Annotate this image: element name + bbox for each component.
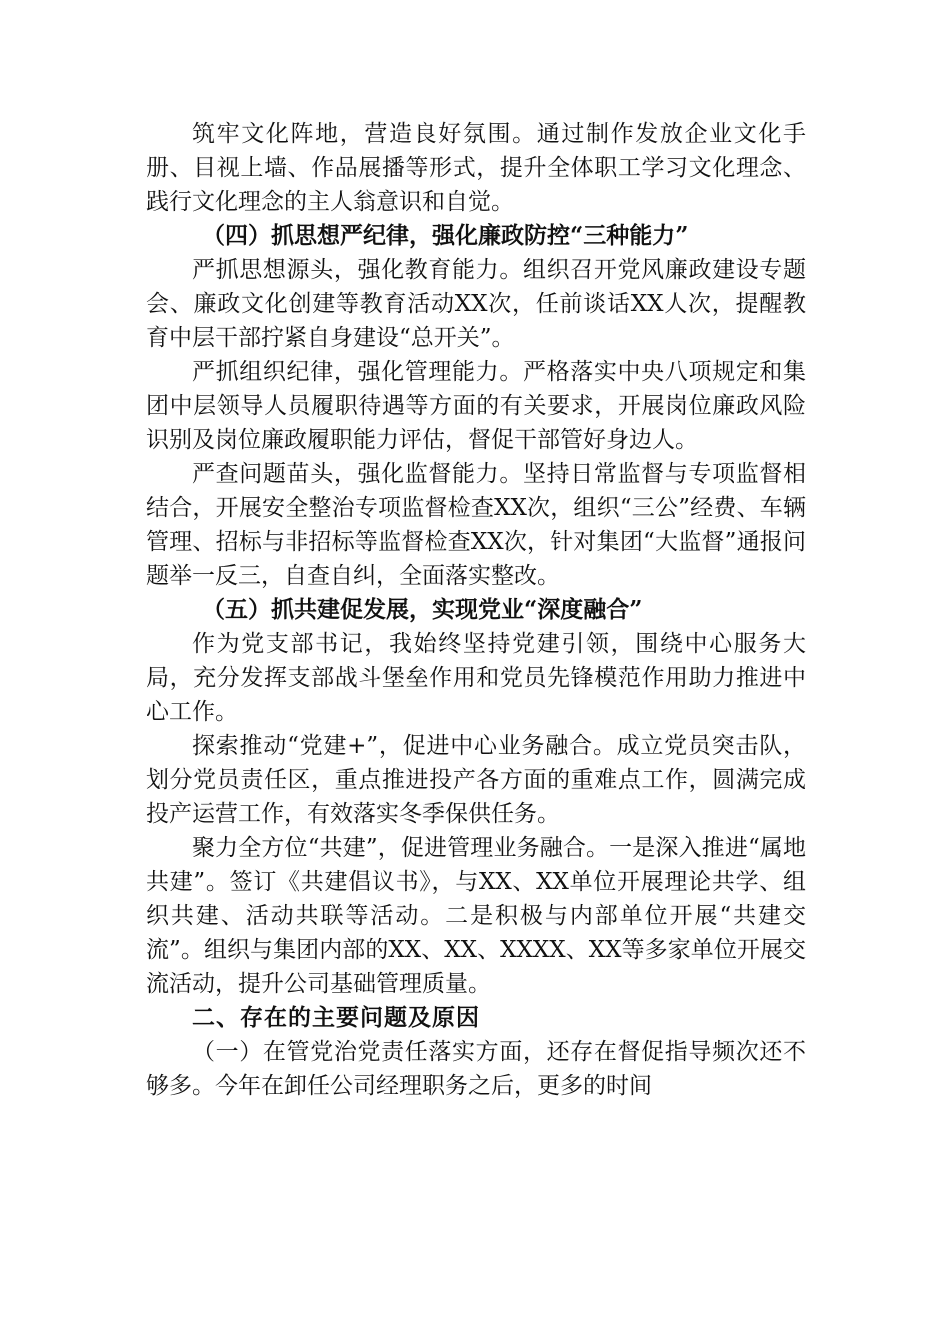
document-body: [146, 117, 806, 1103]
paragraph-co-building: 聚力全方位“共建”，促进管理业务融合。一是深入推进“属地共建”。签订《共建倡议书》，与XX、XX单位开展理论共学、组织共建、活动共联等活动。二是积极与内部单位开展“共建交流”。组织与集团内部的XX、XX、XXXX、XX等多家单位开展交流活动，提升公司基础管理质量。: [146, 835, 806, 997]
heading-section-5: （五）抓共建促发展，实现党业“深度融合”: [202, 596, 643, 623]
paragraph-education: 严抓思想源头，强化教育能力。组织召开党风廉政建设专题会、廉政文化创建等教育活动XX次，任前谈话XX人次，提醒教育中层干部拧紧自身建设“总开关”。: [146, 257, 806, 351]
heading-problems: 二、存在的主要问题及原因: [192, 1005, 480, 1031]
paragraph-supervision: 严查问题苗头，强化监督能力。坚持日常监督与专项监督相结合，开展安全整治专项监督检查XX次，组织“三公”经费、车辆管理、招标与非招标等监督检查XX次，针对集团“大监督”通报问题举一反三，自查自纠，全面落实整改。: [146, 461, 806, 589]
paragraph-culture: 筑牢文化阵地，营造良好氛围。通过制作发放企业文化手册、目视上墙、作品展播等形式，提升全体职工学习文化理念、践行文化理念的主人翁意识和自觉。: [146, 121, 806, 215]
paragraph-discipline: 严抓组织纪律，强化管理能力。严格落实中央八项规定和集团中层领导人员履职待遇等方面的有关要求，开展岗位廉政风险识别及岗位廉政履职能力评估，督促干部管好身边人。: [146, 359, 806, 453]
paragraph-problem-1: （一）在管党治党责任落实方面，还存在督促指导频次还不够多。今年在卸任公司经理职务之后，更多的时间: [146, 1039, 806, 1099]
paragraph-party-building-plus: 探索推动“党建+”，促进中心业务融合。成立党员突击队，划分党员责任区，重点推进投产各方面的重难点工作，圆满完成投产运营工作，有效落实冬季保供任务。: [146, 733, 806, 827]
heading-section-4: （四）抓思想严纪律，强化廉政防控“三种能力”: [202, 222, 689, 249]
paragraph-secretary: 作为党支部书记，我始终坚持党建引领，围绕中心服务大局，充分发挥支部战斗堡垒作用和党员先锋模范作用助力推进中心工作。: [146, 631, 806, 725]
